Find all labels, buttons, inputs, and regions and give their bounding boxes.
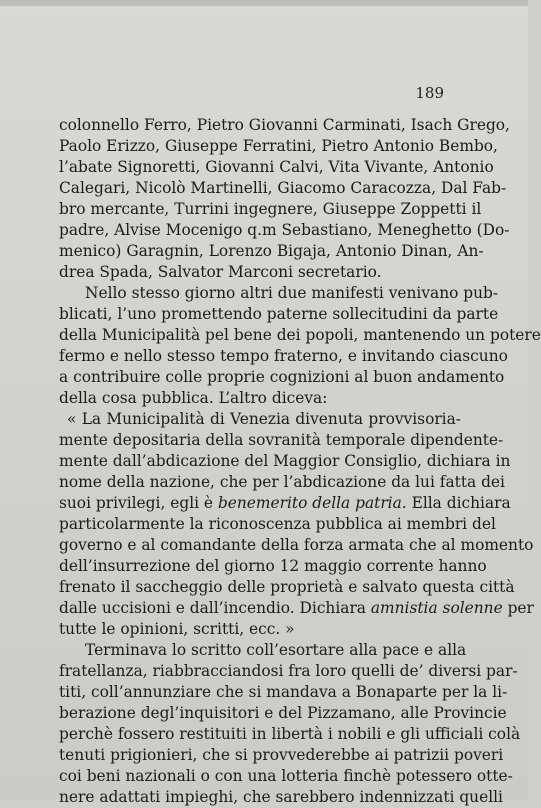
text-line: « La Municipalità di Venezia divenuta provvisoria- (67, 410, 461, 428)
text-line: blicati, l’uno promettendo paterne sollecitudini da parte (59, 305, 499, 323)
page-edge (0, 0, 528, 6)
text-line: titi, coll’annunziare che si mandava a Bonaparte per la li- (59, 683, 508, 701)
text-line: della Municipalità pel bene dei popoli, mantenendo un potere (59, 326, 541, 344)
text-line: fermo e nello stesso tempo fraterno, e invitando ciascuno (59, 347, 508, 365)
text-line: mente dall’abdicazione del Maggior Consiglio, dichiara in (59, 452, 511, 470)
text-line: bro mercante, Turrini ingegnere, Giuseppe Zoppetti il (59, 200, 482, 218)
text-line: mente depositaria della sovranità temporale dipendente- (59, 431, 504, 449)
page-number: 189 (415, 84, 444, 102)
text-line: l’abate Signoretti, Giovanni Calvi, Vita Vivante, Antonio (59, 158, 494, 176)
text-run: per (502, 599, 534, 617)
text-run: dalle uccisioni e dall’incendio. Dichiara (59, 599, 371, 617)
text-run: suoi privilegi, egli è (59, 494, 218, 512)
text-line: tenuti prigionieri, che si provvederebbe ai patrizii poveri (59, 746, 504, 764)
text-line: della cosa pubblica. L’altro diceva: (59, 389, 328, 407)
text-run: Ella dichiara (406, 494, 511, 512)
italic-text: amnistia solenne (370, 599, 503, 617)
text-line: coi beni nazionali o con una lotteria finchè potessero otte- (59, 767, 513, 785)
text-line: tutte le opinioni, scritti, ecc. » (59, 620, 295, 638)
text-line: dell’insurrezione del giorno 12 maggio corrente hanno (59, 557, 487, 575)
text-line: frenato il saccheggio delle proprietà e salvato questa città (59, 578, 515, 596)
text-line: nome della nazione, che per l’abdicazione da lui fatta dei (59, 473, 505, 491)
text-line: drea Spada, Salvator Marconi secretario. (59, 263, 382, 281)
text-line: padre, Alvise Mocenigo q.m Sebastiano, Meneghetto (Do- (59, 221, 510, 239)
body-text (59, 115, 541, 808)
text-line: Nello stesso giorno altri due manifesti venivano pub- (85, 284, 499, 302)
italic-text: benemerito della patria. (217, 494, 407, 512)
text-line (59, 493, 511, 514)
text-line: menico) Garagnin, Lorenzo Bigaja, Antonio Dinan, An- (59, 242, 484, 260)
text-line: colonnello Ferro, Pietro Giovanni Carminati, Isach Grego, (59, 116, 510, 134)
text-line: perchè fossero restituiti in libertà i nobili e gli ufficiali colà (59, 725, 521, 743)
text-line: particolarmente la riconoscenza pubblica ai membri del (59, 515, 496, 533)
text-line: Paolo Erizzo, Giuseppe Ferratini, Pietro Antonio Bembo, (59, 137, 498, 155)
text-line: Calegari, Nicolò Martinelli, Giacomo Caracozza, Dal Fab- (59, 179, 507, 197)
text-line: fratellanza, riabbracciandosi fra loro quelli de’ diversi par- (59, 662, 518, 680)
text-line: berazione degl’inquisitori e del Pizzamano, alle Provincie (59, 704, 507, 722)
text-line: Terminava lo scritto coll’esortare alla pace e alla (85, 641, 467, 659)
text-line (59, 598, 534, 619)
text-line: governo e al comandante della forza armata che al momento (59, 536, 534, 554)
text-line: nere adattati impieghi, che sarebbero indennizzati quelli (59, 788, 503, 806)
text-line: a contribuire colle proprie cognizioni al buon andamento (59, 368, 505, 386)
